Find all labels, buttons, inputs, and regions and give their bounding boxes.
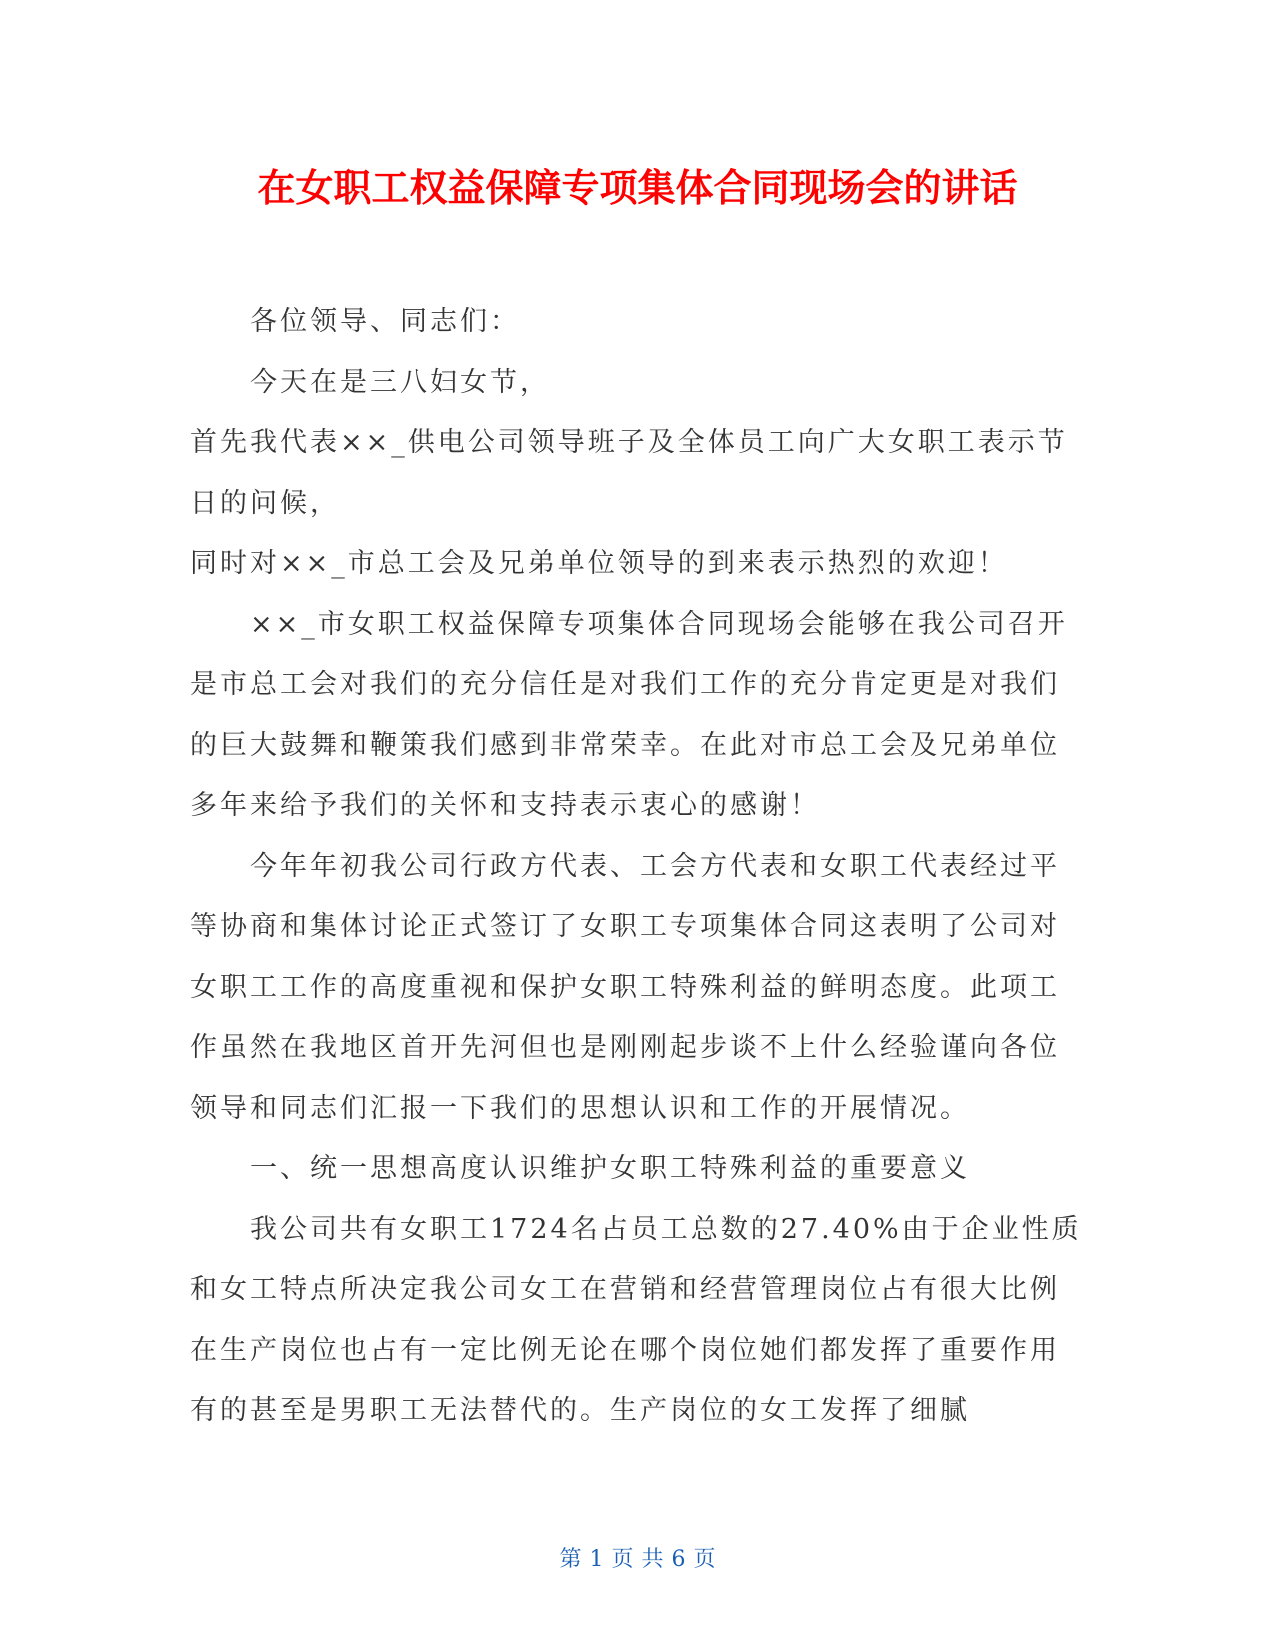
footer-page-prefix: 第	[559, 1547, 582, 1572]
footer-page-current: 1	[589, 1547, 604, 1572]
section-heading-1: 一、统一思想高度认识维护女职工特殊利益的重要意义	[250, 1153, 970, 1184]
document-title: 在女职工权益保障专项集体合同现场会的讲话	[257, 166, 1018, 210]
paragraph-statistics: 我公司共有女职工1724名占员工总数的27.40%由于企业性质和女工特点所决定我公司女工在营销和经营管理岗位占有很大比例在生产岗位也占有一定比例无论在哪个岗位她们都发挥了重要作用有的甚至是男职工无法替代的。生产岗位的女工发挥了细腻	[190, 1213, 1082, 1426]
document-body	[190, 292, 1085, 1442]
paragraph-contract: 今年年初我公司行政方代表、工会方代表和女职工代表经过平等协商和集体讨论正式签订了女职工专项集体合同这表明了公司对女职工工作的高度重视和保护女职工特殊利益的鲜明态度。此项工作虽然在我地区首开先河但也是刚刚起步谈不上什么经验谨向各位领导和同志们汇报一下我们的思想认识和工作的开展情况。	[190, 850, 1060, 1124]
paragraph-welcome: 同时对××_市总工会及兄弟单位领导的到来表示热烈的欢迎！	[190, 548, 1008, 579]
footer-page-suffix: 页	[693, 1547, 716, 1572]
paragraph-regards: 首先我代表××_供电公司领导班子及全体员工向广大女职工表示节日的问候，	[190, 427, 1068, 519]
footer-page-mid: 页	[611, 1547, 634, 1572]
footer-page-total: 6	[671, 1547, 686, 1572]
footer-total-prefix: 共	[641, 1547, 664, 1572]
paragraph-greeting: 各位领导、同志们：	[250, 306, 520, 337]
paragraph-thanks: ××_市女职工权益保障专项集体合同现场会能够在我公司召开是市总工会对我们的充分信任是对我们工作的充分肯定更是对我们的巨大鼓舞和鞭策我们感到非常荣幸。在此对市总工会及兄弟单位多年来给予我们的关怀和支持表示衷心的感谢！	[190, 608, 1068, 821]
paragraph-holiday: 今天在是三八妇女节，	[250, 366, 550, 398]
page-footer	[0, 1545, 1275, 1575]
